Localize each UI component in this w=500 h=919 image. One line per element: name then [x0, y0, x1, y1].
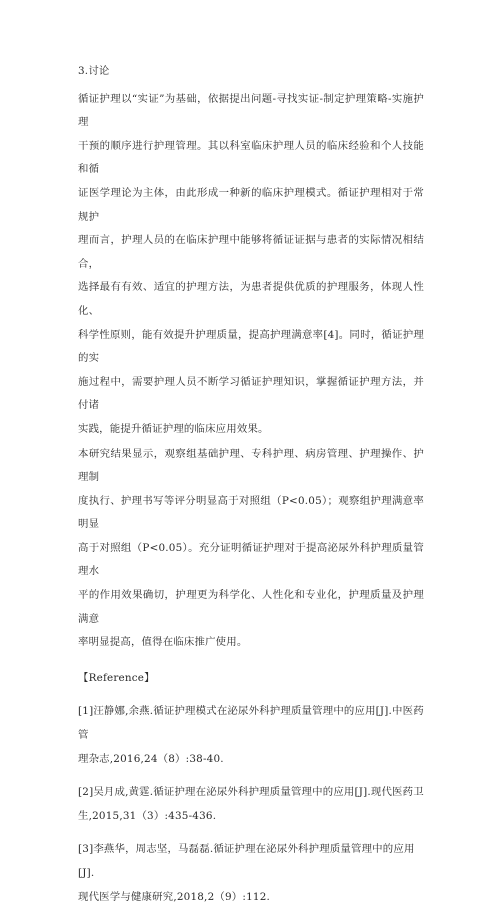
document-body — [78, 60, 424, 919]
reference-heading: 【Reference】 — [78, 671, 155, 684]
reference-item: [1]汪静娜,余燕.循证护理模式在泌尿外科护理质量管理中的应用[J].中医药管 理杂志,2016,24（8）:38-40. — [78, 705, 424, 765]
reference-item: [2]吴月成,黄霆.循证护理在泌尿外科护理质量管理中的应用[J].现代医药卫 生,2015,31（3）:435-436. — [78, 786, 424, 822]
section-heading: 3.讨论 — [78, 65, 110, 77]
results-paragraph: 本研究结果显示，观察组基础护理、专科护理、病房管理、护理操作、护理制 度执行、护理书写等评分明显高于对照组（P<0.05）；观察组护理满意率明显 高于对照组（P<0.05）。充分证明循证护理对于提高泌尿外科护理质量管理水 平的作用效果确切，护理更为科学化、人性化和专业化，护理质量及护理满意 率明显提高，值得在临床推广使用。 — [78, 447, 424, 649]
discussion-paragraph: 循证护理以“实证”为基础，依据提出问题-寻找实证-制定护理策略-实施护理 干预的顺序进行护理管理。其以科室临床护理人员的临床经验和个人技能和循 证医学理论为主体，由此形成一种新的临床护理模式。循证护理相对于常规护 理而言，护理人员的在临床护理中能够将循证证据与患者的实际情况相结合， 选择最有有效、适宜的护理方法，为患者提供优质的护理服务，体现人性化、 科学性原则，能有效提升护理质量，提高护理满意率[4]。同时，循证护理的实 施过程中，需要护理人员不断学习循证护理知识，掌握循证护理方法，并付诸 实践，能提升循证护理的临床应用效果。 — [78, 92, 424, 435]
reference-item: [3]李燕华，周志坚，马磊磊.循证护理在泌尿外科护理质量管理中的应用[J]. 现代医学与健康研究,2018,2（9）:112. — [78, 843, 415, 903]
